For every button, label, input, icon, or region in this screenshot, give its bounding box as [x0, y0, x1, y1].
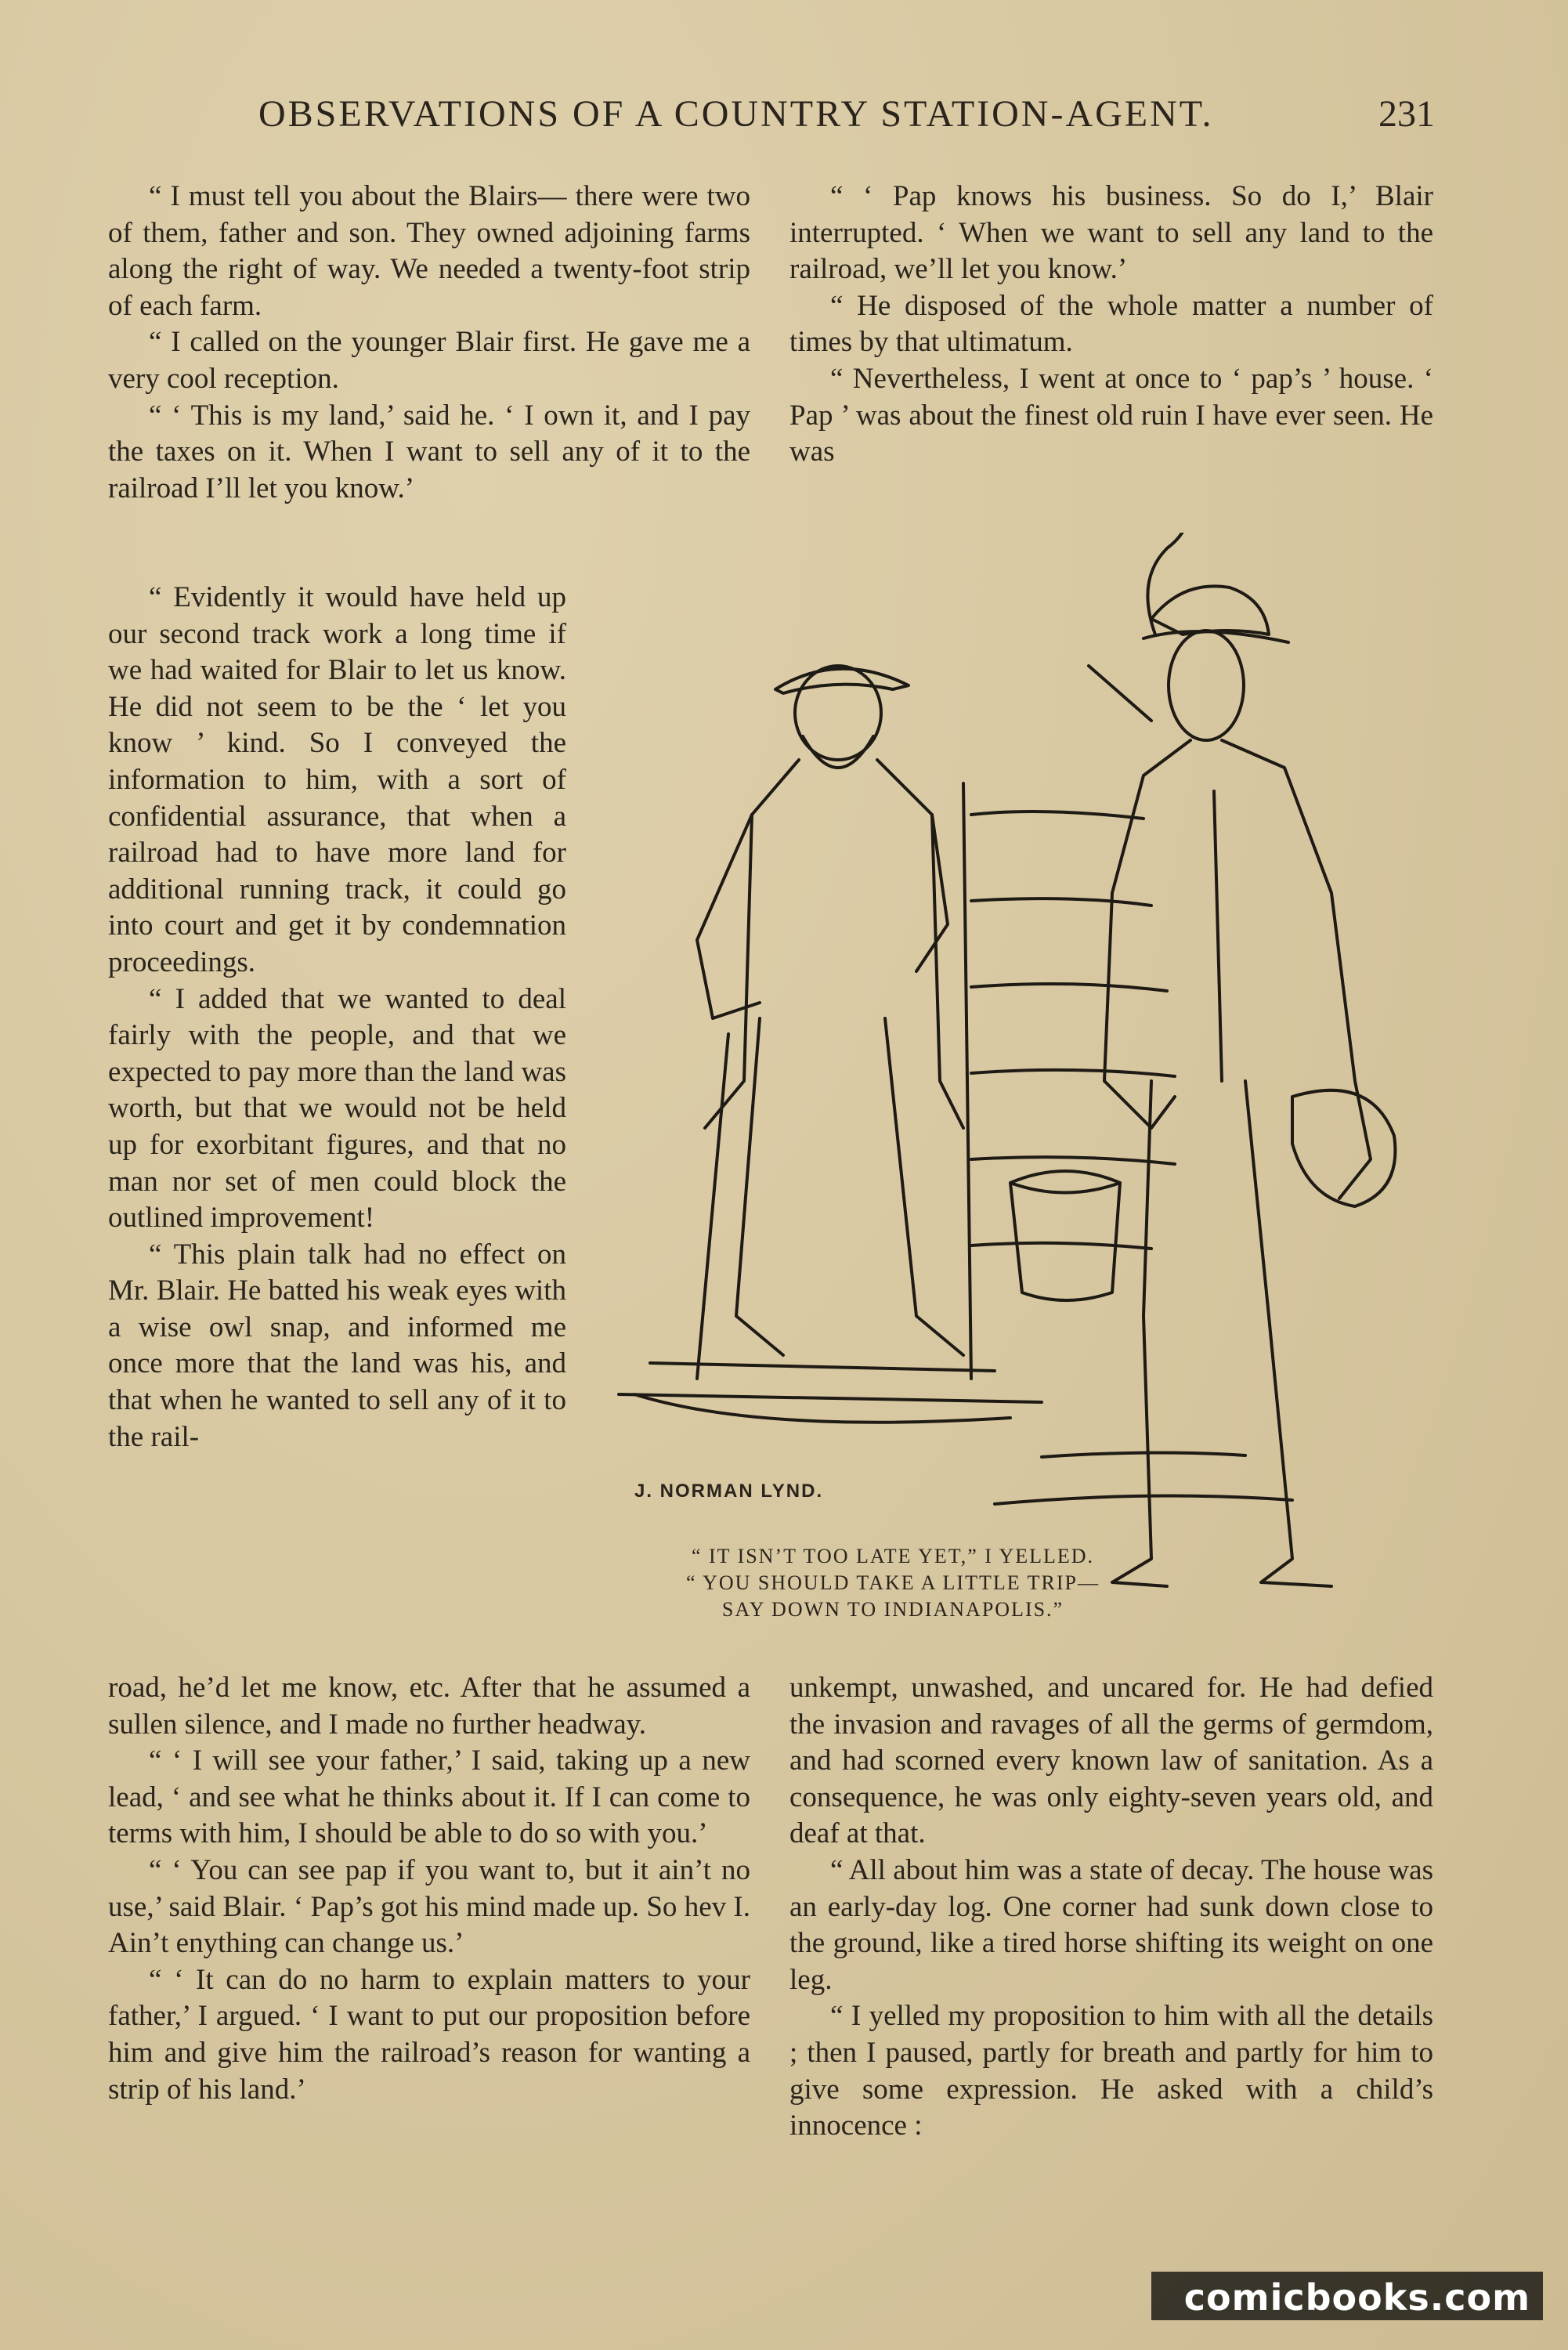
paragraph: “ This plain talk had no effect on Mr. Blair. He batted his weak eyes with a wise owl snap, and informed me once more that the land was his, and that when he wanted to sell any of it to the rail-: [108, 1238, 566, 1453]
paragraph: “ Nevertheless, I went at once to ‘ pap’s ’ house. ‘ Pap ’ was about the finest old ruin I have ever seen. He was: [789, 362, 1433, 468]
paragraph: “ ‘ Pap knows his business. So do I,’ Blair interrupted. ‘ When we want to sell any land to the railroad, we’ll let you know.’: [789, 180, 1433, 286]
header-title: OBSERVATIONS OF A COUNTRY STATION-AGENT.: [258, 93, 1214, 135]
site-watermark: [1151, 2272, 1543, 2320]
illustration-drawing: [603, 533, 1480, 1645]
left-column-narrow: [108, 580, 566, 1455]
paragraph: “ I called on the younger Blair first. He gave me a very cool reception.: [108, 326, 750, 395]
paragraph: “ ‘ You can see pap if you want to, but it ain’t no use,’ said Blair. ‘ Pap’s got his mind made up. So hev I. Ain’t enything can change us.’: [108, 1853, 750, 1960]
running-header: [258, 92, 1433, 136]
paragraph: unkempt, unwashed, and uncared for. He had defied the invasion and ravages of all the germs of germdom, and had scorned every known law of sanitation. As a consequence, he was only eighty-seven years old, and deaf at that.: [789, 1672, 1433, 1850]
left-column-bottom: [108, 1670, 750, 2108]
paragraph: “ I must tell you about the Blairs— there were two of them, father and son. They owned adjoining farms along the right of way. We needed a twenty-foot strip of each farm.: [108, 180, 750, 322]
right-column-top: [789, 179, 1433, 471]
caption-line: SAY DOWN TO INDIANAPOLIS.”: [721, 1598, 1064, 1621]
watermark-text: comicbooks.com: [1183, 2276, 1530, 2319]
right-column-bottom: [789, 1670, 1433, 2145]
paragraph: “ Evidently it would have held up our second track work a long time if we had waited for Blair to let us know. He did not seem to be the ‘ let you know ’ kind. So I conveyed the information to him, with a sort of confidential assurance, that when a railroad had to have more land for additional running track, it could go into court and get it by condemnation proceedings.: [108, 581, 566, 978]
artist-signature: J. NORMAN LYND.: [634, 1480, 824, 1502]
caption-line: “ IT ISN’T TOO LATE YET,” I YELLED.: [691, 1545, 1095, 1567]
left-column-top: [108, 179, 750, 507]
page-number: 231: [1378, 93, 1435, 135]
paragraph: “ ‘ I will see your father,’ I said, taking up a new lead, ‘ and see what he thinks about it. If I can come to terms with him, I should be able to do so with you.’: [108, 1744, 750, 1850]
paragraph: road, he’d let me know, etc. After that he assumed a sullen silence, and I made no further headway.: [108, 1672, 750, 1741]
illustration: [603, 533, 1480, 1645]
illustration-caption: [619, 1543, 1167, 1623]
caption-line: “ YOU SHOULD TAKE A LITTLE TRIP—: [686, 1571, 1100, 1594]
paragraph: “ ‘ It can do no harm to explain matters to your father,’ I argued. ‘ I want to put our proposition before him and give him the railroad’s reason for wanting a strip of his land.’: [108, 1963, 750, 2106]
paragraph: “ ‘ This is my land,’ said he. ‘ I own it, and I pay the taxes on it. When I want to sell any of it to the railroad I’ll let you know.’: [108, 399, 750, 504]
paragraph: “ He disposed of the whole matter a number of times by that ultimatum.: [789, 289, 1433, 359]
paragraph: “ I yelled my proposition to him with all the details ; then I paused, partly for breath and partly for him to give some expression. He asked with a child’s innocence :: [789, 2000, 1433, 2142]
paragraph: “ I added that we wanted to deal fairly with the people, and that we expected to pay more than the land was worth, but that we would not be held up for exorbitant figures, and that no man nor set of men could block the outlined improvement!: [108, 982, 566, 1235]
paragraph: “ All about him was a state of decay. The house was an early-day log. One corner had sunk down close to the ground, like a tired horse shifting its weight on one leg.: [789, 1853, 1433, 1996]
